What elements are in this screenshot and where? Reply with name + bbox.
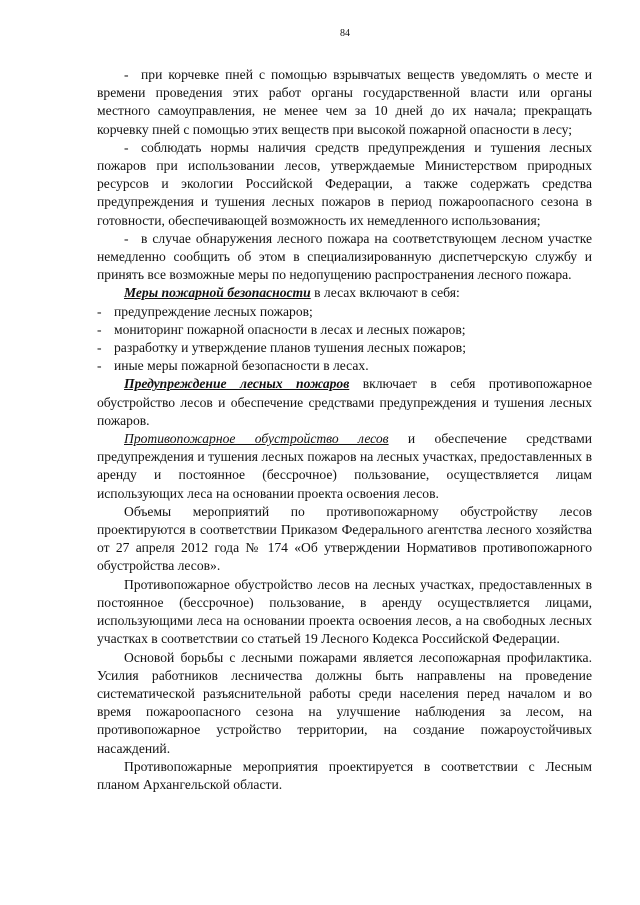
paragraph-text: в лесах включают в себя: (310, 285, 460, 301)
list-item (97, 303, 592, 321)
paragraph-prophylaxis: Основой борьбы с лесными пожарами является лесопожарная профилактика. Усилия работников лесничества должны быть направлены на проведение систематической разъяснительной работы среди населения перед началом и во время пожароопасного сезона на улучшение наблюдения за лесом, на противопожарное устройство территории, на создание пожароустойчивых насаждений. (97, 649, 592, 756)
bullet-paragraph (97, 230, 592, 285)
list-dash: - (97, 321, 102, 337)
list-dash: - (124, 139, 129, 155)
bullet-text: соблюдать нормы наличия средств предупреждения и тушения лесных пожаров при использовании лесов, утверждаемые Министерством природных ресурсов и экологии Российской Федерации, а также содержать средства предупреждения и тушения лесных пожаров в период пожароопасного сезона в готовности, обеспечивающей возможность их немедленного использования; (97, 139, 592, 228)
list-item-text: предупреждение лесных пожаров; (114, 303, 313, 319)
list-item-text: мониторинг пожарной опасности в лесах и лесных пожаров; (114, 321, 466, 337)
paragraph-arrangement-users: Противопожарное обустройство лесов на лесных участках, предоставленных в постоянное (бессрочное) пользование, в аренду осуществляется лицами, использующими леса на основании проекта освоения лесов, а на свободных лесных участках в соответствии со статьей 19 Лесного Кодекса Российской Федерации. (97, 576, 592, 647)
list-item-text: иные меры пожарной безопасности в лесах. (114, 358, 369, 374)
term-fire-prevention: Предупреждение лесных пожаров (124, 376, 350, 392)
paragraph-plan: Противопожарные мероприятия проектируется в соответствии с Лесным планом Архангельской области. (97, 758, 592, 792)
term-fire-safety-measures: Меры пожарной безопасности (124, 285, 311, 301)
list-dash: - (97, 303, 102, 319)
term-fire-arrangement: Противопожарное обустройство лесов (124, 431, 389, 447)
list-item (97, 339, 592, 357)
paragraph-text: и обеспечение средствами предупреждения и тушения лесных пожаров на лесных участках, предоставленных в аренду и постоянное (бессрочное) пользование, осуществляется лицам использующих леса на основании проекта освоения лесов. (97, 431, 592, 501)
paragraph-fire-arrangement (97, 430, 592, 503)
list-dash: - (97, 358, 102, 374)
list-item (97, 321, 592, 339)
bullet-paragraph (97, 139, 592, 230)
bullet-text: в случае обнаружения лесного пожара на соответствующем лесном участке немедленно сообщить об этом в специализированную диспетчерскую службу и принять все возможные меры по недопущению распространения лесного пожара. (97, 230, 592, 283)
paragraph-volumes: Объемы мероприятий по противопожарному обустройству лесов проектируются в соответствии Приказом Федерального агентства лесного хозяйства от 27 апреля 2012 года № 174 «Об утверждении Нормативов противопожарного обустройства лесов». (97, 503, 592, 574)
list-item-text: разработку и утверждение планов тушения лесных пожаров; (114, 340, 466, 356)
paragraph-text: включает в себя противопожарное обустройство лесов и обеспечение средствами предупреждения и тушения лесных пожаров. (97, 376, 592, 428)
paragraph-fire-prevention (97, 375, 592, 430)
list-dash: - (97, 340, 102, 356)
page-number: 84 (340, 28, 350, 39)
list-dash: - (124, 67, 129, 82)
list-dash: - (124, 230, 129, 246)
bullet-text: при корчевке пней с помощью взрывчатых веществ уведомлять о месте и времени проведения этих работ органы государственной власти или органы местного самоуправления, не менее чем за 10 дней до их начала; прекращать корчевку пней с помощью этих веществ при высокой пожарной опасности в лесу; (97, 67, 592, 137)
list-item (97, 357, 592, 375)
paragraph-fire-safety-measures (97, 284, 592, 302)
bullet-paragraph (97, 66, 592, 139)
